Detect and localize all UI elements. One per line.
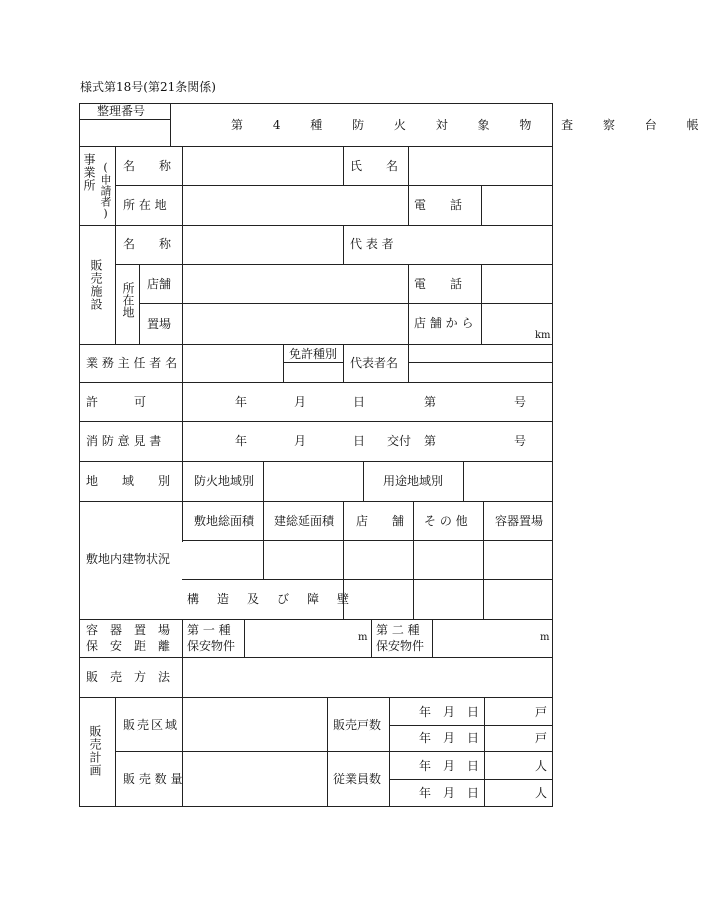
plan-row1-unit: 戸	[535, 705, 548, 719]
representative-name-label: 代表者名	[350, 356, 399, 370]
zone-label: 地 域 別	[86, 474, 171, 488]
structure-label: 構 造 及 び 障 壁	[187, 592, 353, 606]
sales-households-label: 販売戸数	[333, 718, 382, 732]
plan-row2-day: 日	[467, 731, 480, 745]
permit-day: 日	[353, 395, 366, 409]
facility-location-label: 所在地	[121, 282, 135, 318]
distance-unit: km	[535, 330, 551, 341]
sales-area-label: 販売区域	[123, 718, 180, 732]
storage-label: 置場	[147, 317, 172, 331]
site-area-header: 敷地総面積	[194, 514, 255, 528]
plan-row4-year: 年	[419, 786, 432, 800]
sales-facility-label: 販売施設	[89, 259, 103, 311]
sales-plan-label: 販売計画	[88, 725, 102, 777]
site-buildings-label: 敷地内建物状況	[86, 552, 171, 566]
opinion-month: 月	[294, 434, 307, 448]
opinion-year: 年	[235, 434, 248, 448]
opinion-issued: 交付	[387, 434, 412, 448]
plan-row1-month: 月	[443, 705, 456, 719]
permit-number-prefix: 第	[424, 395, 437, 409]
plan-row3-day: 日	[467, 759, 480, 773]
safety-distance-label-1: 容 器 置 場	[86, 623, 171, 637]
class1-label-2: 保安物件	[187, 639, 236, 653]
fire-opinion-label: 消 防 意 見 書	[86, 434, 162, 448]
business-address-label: 所 在 地	[123, 198, 167, 212]
inspection-ledger-form	[79, 103, 712, 806]
form-title: 第 4 種 防 火 対 象 物 査 察 台 帳	[231, 118, 712, 132]
distance-label: 店 舗 か ら	[414, 316, 474, 330]
business-owner-label: 氏 名	[350, 159, 399, 173]
permit-month: 月	[294, 395, 307, 409]
class2-label-1: 第 二 種	[376, 623, 420, 637]
class2-unit: m	[540, 632, 550, 643]
floor-area-header: 建総延面積	[274, 514, 335, 528]
other-header: そ の 他	[424, 514, 468, 528]
plan-row2-month: 月	[443, 731, 456, 745]
facility-rep-label: 代 表 者	[350, 237, 394, 251]
plan-row1-year: 年	[419, 705, 432, 719]
sales-method-label: 販 売 方 法	[86, 670, 171, 684]
form-caption: 様式第18号(第21条関係)	[80, 80, 216, 94]
border-right	[552, 103, 553, 807]
chief-name-label: 業 務 主 任 者 名	[86, 356, 178, 370]
opinion-number-suffix: 号	[514, 434, 527, 448]
plan-row2-year: 年	[419, 731, 432, 745]
opinion-day: 日	[353, 434, 366, 448]
applicant-label: (申請者)	[99, 161, 112, 220]
permit-year: 年	[235, 395, 248, 409]
safety-distance-label-2: 保 安 距 離	[86, 639, 171, 653]
store-label: 店舗	[147, 277, 172, 291]
business-label: 事業所	[82, 153, 96, 192]
serial-number-label: 整理番号	[97, 104, 146, 118]
plan-row3-year: 年	[419, 759, 432, 773]
plan-row4-month: 月	[443, 786, 456, 800]
container-area-header: 容器置場	[495, 514, 544, 528]
store-header: 店 舗	[356, 514, 405, 528]
permit-label: 許 可	[86, 395, 147, 409]
class1-label-1: 第 一 種	[187, 623, 231, 637]
plan-row3-month: 月	[443, 759, 456, 773]
fire-zone-label: 防火地域別	[194, 474, 255, 488]
border-top	[79, 103, 553, 104]
permit-number-suffix: 号	[514, 395, 527, 409]
facility-name-label: 名 称	[123, 237, 172, 251]
business-name-label: 名 称	[123, 159, 172, 173]
business-phone-label: 電 話	[414, 198, 463, 212]
plan-row1-day: 日	[467, 705, 480, 719]
sales-amount-label: 販 売 数 量	[123, 772, 183, 786]
facility-phone-label: 電 話	[414, 277, 463, 291]
plan-row4-unit: 人	[535, 786, 548, 800]
class2-label-2: 保安物件	[376, 639, 425, 653]
plan-row4-day: 日	[467, 786, 480, 800]
license-type-label: 免許種別	[289, 347, 338, 361]
border-bottom	[79, 806, 553, 807]
use-zone-label: 用途地域別	[383, 474, 444, 488]
opinion-number-prefix: 第	[424, 434, 437, 448]
plan-row2-unit: 戸	[535, 731, 548, 745]
plan-row3-unit: 人	[535, 759, 548, 773]
class1-unit: m	[358, 632, 368, 643]
border-left	[79, 103, 80, 806]
employees-label: 従業員数	[333, 772, 382, 786]
